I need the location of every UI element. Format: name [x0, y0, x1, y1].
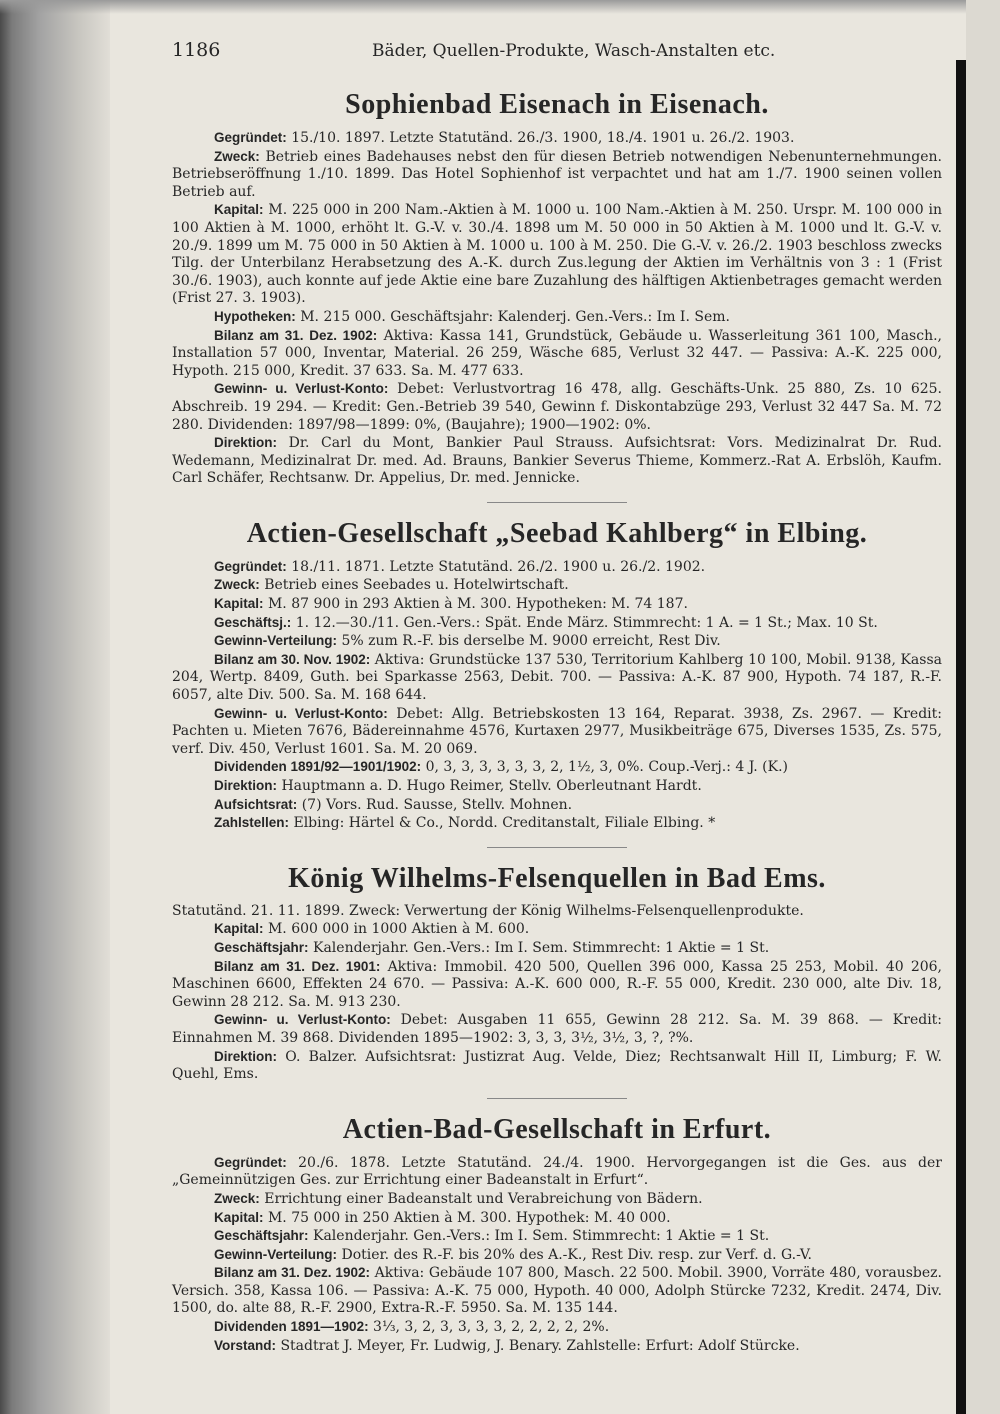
section-separator — [487, 502, 627, 503]
entry-paragraph — [172, 1318, 942, 1337]
company-title: Actien-Bad-Gesellschaft in Erfurt. — [342, 1113, 772, 1145]
entry-paragraph — [172, 327, 942, 381]
field-text: 0, 3, 3, 3, 3, 3, 3, 2, 1½, 3, 0%. Coup.-Verj.: 4 J. (K.) — [425, 759, 788, 776]
field-text: Aktiva: Immobil. 420 500, Quellen 396 000, Kassa 25 253, Mobil. 40 206, Maschinen 6600, Effekten 24 670. — Passiva: A.-K. 600 000, R.-F. 55 000, Kredit. 230 000, alte Div. 18, Gewinn 28 212. Sa. M. 913 230. — [172, 958, 943, 1010]
field-label: Zweck: — [214, 577, 260, 593]
field-text: Hauptmann a. D. Hugo Reimer, Stellv. Oberleutnant Hardt. — [281, 778, 702, 794]
field-text: 15./10. 1897. Letzte Statutänd. 26./3. 1900, 18./4. 1901 u. 26./2. 1903. — [291, 130, 795, 146]
field-text: Betrieb eines Seebades u. Hotelwirtschaft. — [264, 577, 569, 594]
entry-paragraph — [172, 777, 942, 796]
page-number: 1186 — [172, 39, 221, 61]
entry-paragraph — [172, 1337, 942, 1356]
field-text: Debet: Verlustvortrag 16 478, allg. Geschäfts-Unk. 25 880, Zs. 10 625. Abschreib. 19 294. — Kredit: Gen.-Betrieb 39 540, Gewinn f. Diskontabzüge 293, Verlust 32 447 Sa. M. 72 280. Dividenden: 1897/98—1899: 0%, (Baujahre); 1900—1902: 0%. — [172, 381, 942, 433]
entry-paragraph — [172, 380, 942, 434]
field-label: Kapital: — [214, 596, 264, 612]
field-label: Gewinn-Verteilung: — [214, 633, 338, 649]
field-label: Direktion: — [214, 435, 278, 451]
section-separator — [487, 1098, 627, 1099]
field-text: M. 75 000 in 250 Aktien à M. 300. Hypothek: M. 40 000. — [267, 1209, 671, 1226]
field-text: 5% zum R.-F. bis derselbe M. 9000 erreicht, Rest Div. — [341, 633, 721, 650]
field-text: Debet: Allg. Betriebskosten 13 164, Reparat. 3938, Zs. 2967. — Kredit: Pachten u. Mieten 7676, Bädereinnahme 4576, Kurtaxen 2977, Musikbeiträge 675, Diverses 1535, Zs. 575, verf. Div. 450, Verlust 1601. Sa. M. 20 069. — [172, 705, 942, 757]
running-head — [172, 40, 942, 74]
book-gutter — [956, 60, 966, 1414]
field-label: Vorstand: — [214, 1337, 277, 1353]
field-text: Elbing: Härtel & Co., Nordd. Creditanstalt, Filiale Elbing. * — [293, 815, 716, 832]
entry-paragraph — [172, 558, 942, 577]
field-label: Gewinn- u. Verlust-Konto: — [214, 1012, 391, 1028]
company-title: Actien-Gesellschaft „Seebad Kahlberg“ in Elbing. — [246, 517, 868, 549]
field-label: Geschäftsjahr: — [214, 1228, 309, 1244]
field-text: (7) Vors. Rud. Sausse, Stellv. Mohnen. — [301, 796, 573, 813]
company-title: Sophienbad Eisenach in Eisenach. — [345, 89, 769, 120]
entry-paragraph — [172, 614, 942, 633]
entry-paragraph — [172, 129, 942, 148]
field-text: M. 600 000 in 1000 Aktien à M. 600. — [267, 921, 530, 938]
scan-top-shadow — [0, 0, 1000, 14]
field-label: Gegründet: — [214, 130, 287, 145]
entry-paragraph — [172, 201, 942, 308]
field-label: Geschäftsjahr: — [214, 939, 309, 955]
entry-paragraph — [172, 1264, 942, 1318]
field-text: M. 87 900 in 293 Aktien à M. 300. Hypotheken: M. 74 187. — [267, 596, 688, 613]
field-label: Bilanz am 31. Dez. 1902: — [214, 327, 378, 343]
field-label: Kapital: — [214, 921, 264, 937]
field-text: 3⅓, 3, 2, 3, 3, 3, 3, 2, 2, 2, 2, 2%. — [373, 1319, 610, 1336]
field-label: Direktion: — [214, 778, 278, 793]
field-text: Dotier. des R.-F. bis 20% des A.-K., Rest Div. resp. zur Verf. d. G.-V. — [341, 1246, 812, 1263]
section-separator — [487, 847, 627, 848]
field-label: Dividenden 1891/92—1901/1902: — [214, 759, 422, 775]
field-label: Hypotheken: — [214, 308, 296, 324]
entry-paragraph — [172, 148, 942, 202]
entry-paragraph — [172, 651, 942, 705]
field-text: Betrieb eines Badehauses nebst den für diesen Betrieb notwendigen Nebenunternehmungen. Betriebseröffnung 1./10. 1899. Das Hotel Sophienhof ist verpachtet und hat am 1./7. 1900 seinen vollen Betrieb auf. — [172, 148, 942, 200]
entry-paragraph — [172, 958, 942, 1012]
entry-paragraph — [172, 920, 942, 939]
field-label: Zahlstellen: — [214, 815, 290, 831]
field-text: 18./11. 1871. Letzte Statutänd. 26./2. 1900 u. 26./2. 1902. — [291, 558, 706, 575]
entry-paragraph — [172, 1154, 942, 1190]
field-text: Stadtrat J. Meyer, Fr. Ludwig, J. Benary. Zahlstelle: Erfurt: Adolf Stürcke. — [280, 1337, 800, 1354]
field-text: Aktiva: Gebäude 107 800, Masch. 22 500. Mobil. 3900, Vorräte 480, vorausbez. Versich. 358, Kassa 106. — Passiva: A.-K. 75 000, Hypoth. 40 000, Adolph Stürcke 7232, Kredit. 2474, Div. 1500, do. alte 88, R.-F. 2900, Extra-R.-F. 5950. Sa. M. 135 144. — [172, 1265, 943, 1317]
entry-paragraph — [172, 758, 942, 777]
entry-paragraph — [172, 1209, 942, 1228]
field-text: Statutänd. 21. 11. 1899. Zweck: Verwertung der König Wilhelms-Felsenquellenprodukte. — [172, 902, 804, 919]
company-entry — [172, 88, 942, 488]
field-text: Errichtung einer Badeanstalt und Verabreichung von Bädern. — [264, 1190, 703, 1207]
field-label: Bilanz am 30. Nov. 1902: — [214, 651, 371, 667]
field-label: Bilanz am 31. Dez. 1901: — [214, 958, 381, 974]
field-label: Dividenden 1891—1902: — [214, 1319, 369, 1335]
field-text: Dr. Carl du Mont, Bankier Paul Strauss. Aufsichtsrat: Vors. Medizinalrat Dr. Rud. Wedemann, Medizinalrat Dr. med. Ad. Brauns, Bankier Severus Thieme, Kommerz.-Rat A. Erbslöh, Kaufm. Carl Schäfer, Rechtsanw. Dr. Appelius, Dr. med. Jennicke. — [172, 435, 943, 487]
field-label: Gegründet: — [214, 1154, 287, 1170]
company-entry — [172, 1113, 942, 1356]
entry-paragraph — [172, 939, 942, 958]
book-page-edge-shadow — [0, 0, 110, 1414]
facing-page-strip — [966, 0, 1000, 1414]
field-label: Gewinn- u. Verlust-Konto: — [214, 381, 389, 397]
field-text: O. Balzer. Aufsichtsrat: Justizrat Aug. Velde, Diez; Rechtsanwalt Hill II, Limburg; F. W. Quehl, Ems. — [172, 1048, 942, 1083]
entry-paragraph — [172, 1048, 942, 1084]
entry-paragraph — [172, 903, 942, 921]
field-label: Gegründet: — [214, 558, 287, 574]
field-label: Direktion: — [214, 1048, 278, 1064]
field-text: Kalenderjahr. Gen.-Vers.: Im I. Sem. Stimmrecht: 1 Aktie = 1 St. — [313, 939, 770, 956]
running-title: Bäder, Quellen-Produkte, Wasch-Anstalten etc. — [372, 41, 776, 61]
entry-paragraph — [172, 796, 942, 815]
company-entries — [172, 88, 942, 1355]
field-text: Aktiva: Kassa 141, Grundstück, Gebäude u. Wasserleitung 361 100, Masch., Installation 57 000, Inventar, Material. 26 259, Wäsche 685, Verlust 32 447. — Passiva: A.-K. 225 000, Hypoth. 215 000, Kredit. 37 633. Sa. M. 477 633. — [172, 327, 942, 379]
field-label: Kapital: — [214, 1209, 264, 1225]
field-text: Debet: Ausgaben 11 655, Gewinn 28 212. Sa. M. 39 868. — Kredit: Einnahmen M. 39 868. Dividenden 1895—1902: 3, 3, 3, 3½, 3½, 3, ?, ?%. — [172, 1012, 943, 1046]
entry-paragraph — [172, 1190, 942, 1209]
company-entry — [172, 862, 942, 1084]
field-text: 1. 12.—30./11. Gen.-Vers.: Spät. Ende März. Stimmrecht: 1 A. = 1 St.; Max. 10 St. — [295, 614, 878, 631]
entry-paragraph — [172, 632, 942, 651]
entry-paragraph — [172, 434, 942, 488]
field-label: Geschäftsj.: — [214, 614, 292, 630]
entry-paragraph — [172, 705, 942, 759]
field-label: Kapital: — [214, 202, 264, 218]
field-label: Bilanz am 31. Dez. 1902: — [214, 1265, 370, 1281]
entry-paragraph — [172, 1246, 942, 1265]
field-label: Zweck: — [214, 1190, 260, 1206]
field-text: M. 215 000. Geschäftsjahr: Kalenderj. Gen.-Vers.: Im I. Sem. — [300, 308, 730, 325]
entry-paragraph — [172, 1227, 942, 1246]
entry-paragraph — [172, 595, 942, 614]
document-page — [172, 40, 942, 1355]
entry-paragraph — [172, 814, 942, 833]
company-title: König Wilhelms-Felsenquellen in Bad Ems. — [288, 862, 826, 894]
field-text: Aktiva: Grundstücke 137 530, Territorium Kahlberg 10 100, Mobil. 9138, Kassa 204, Wertp. 8409, Guth. bei Sparkasse 2563, Debit. 700. — Passiva: A.-K. 87 900, Hypoth. 74 187, R.-F. 6057, alte Div. 500. Sa. M. 168 644. — [172, 651, 942, 704]
entry-paragraph — [172, 576, 942, 595]
field-label: Zweck: — [214, 148, 260, 164]
field-label: Gewinn- u. Verlust-Konto: — [214, 705, 388, 721]
entry-paragraph — [172, 308, 942, 327]
field-text: 20./6. 1878. Letzte Statutänd. 24./4. 1900. Hervorgegangen ist die Ges. aus der „Gemeinnützigen Ges. zur Errichtung einer Badeanstalt in Erfurt“. — [172, 1154, 942, 1189]
field-label: Aufsichtsrat: — [214, 796, 298, 812]
company-entry — [172, 517, 942, 833]
field-label: Gewinn-Verteilung: — [214, 1246, 338, 1262]
field-text: Kalenderjahr. Gen.-Vers.: Im I. Sem. Stimmrecht: 1 Aktie = 1 St. — [313, 1228, 770, 1245]
entry-paragraph — [172, 1011, 942, 1047]
field-text: M. 225 000 in 200 Nam.-Aktien à M. 1000 u. 100 Nam.-Aktien à M. 250. Urspr. M. 100 000 in 100 Aktien à M. 1000, erhöht lt. G.-V. v. 30./4. 1898 um M. 50 000 in 50 Aktien à M. 1000 und lt. G.-V. v. 20./9. 1899 um M. 75 000 in 50 Aktien à M. 1000 u. 100 à M. 250. Die G.-V. v. 26./2. 1903 beschloss zwecks Tilg. der Unterbilanz Herabsetzung des A.-K. durch Zus.legung der Aktien im Verhältnis von 3 : 1 (Frist 30./6. 1903), auch konnte auf jede Aktie eine bare Zuzahlung des hälftigen Aktienbetrages gemacht werden (Frist 27. 3. 1903). — [172, 202, 942, 307]
